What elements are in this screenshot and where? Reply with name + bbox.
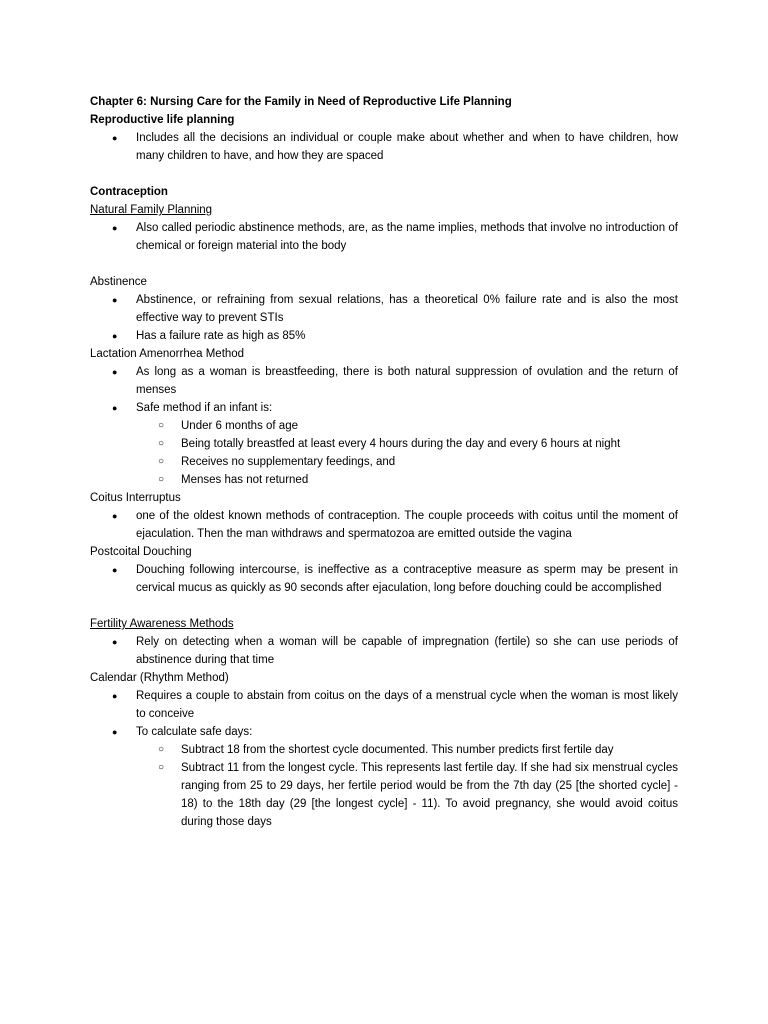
bullet-icon: ● — [112, 727, 118, 737]
sub-bullet-icon: ○ — [158, 762, 165, 773]
list-item — [90, 327, 678, 345]
heading-lactation-amenorrhea-method: Lactation Amenorrhea Method — [90, 348, 245, 360]
document-body — [90, 93, 678, 831]
list-item-text: Includes all the decisions an individual or couple make about whether and when to have children, how many children to have, and how they are spaced — [136, 132, 678, 162]
list-item — [90, 723, 678, 741]
sub-list-item — [90, 417, 678, 435]
list-item — [90, 291, 678, 327]
list-item-text: Has a failure rate as high as 85% — [136, 330, 306, 342]
list-item-text: one of the oldest known methods of contraception. The couple proceeds with coitus until the moment of ejaculation. Then the man withdraws and spermatozoa are emitted outside the vagina — [136, 510, 678, 540]
heading-abstinence: Abstinence — [90, 276, 147, 288]
bullet-icon: ● — [112, 691, 118, 701]
bullet-icon: ● — [112, 133, 118, 143]
heading-coitus-interruptus: Coitus Interruptus — [90, 492, 181, 504]
sub-list-item — [90, 741, 678, 759]
sub-list-item — [90, 453, 678, 471]
chapter-title: Chapter 6: Nursing Care for the Family in Need of Reproductive Life Planning — [90, 96, 512, 108]
list-item-text: Requires a couple to abstain from coitus on the days of a menstrual cycle when the woman is most likely to conceive — [136, 690, 678, 720]
heading-calendar-rhythm-method: Calendar (Rhythm Method) — [90, 672, 229, 684]
sub-list-item-text: Receives no supplementary feedings, and — [181, 456, 396, 468]
sub-bullet-icon: ○ — [158, 744, 165, 755]
bullet-icon: ● — [112, 367, 118, 377]
list-item-text: Also called periodic abstinence methods, are, as the name implies, methods that involve no introduction of chemical or foreign material into the body — [136, 222, 678, 252]
list-item-text: Rely on detecting when a woman will be capable of impregnation (fertile) so she can use periods of abstinence during that time — [136, 636, 678, 666]
list-item — [90, 687, 678, 723]
bullet-icon: ● — [112, 403, 118, 413]
sub-list-item — [90, 759, 678, 831]
sub-list-item-text: Being totally breastfed at least every 4 hours during the day and every 6 hours at night — [181, 438, 621, 450]
list-item — [90, 633, 678, 669]
subheading-fertility-awareness-methods: Fertility Awareness Methods — [90, 618, 234, 630]
list-item — [90, 219, 678, 255]
bullet-icon: ● — [112, 295, 118, 305]
list-item-text: As long as a woman is breastfeeding, there is both natural suppression of ovulation and the return of menses — [136, 366, 678, 396]
list-item — [90, 363, 678, 399]
list-item — [90, 507, 678, 543]
sub-bullet-icon: ○ — [158, 438, 165, 449]
sub-list-item — [90, 435, 678, 453]
bullet-icon: ● — [112, 223, 118, 233]
sub-list-item — [90, 471, 678, 489]
list-item — [90, 399, 678, 417]
list-item — [90, 561, 678, 597]
section-heading-reproductive-life-planning: Reproductive life planning — [90, 114, 235, 126]
section-heading-contraception: Contraception — [90, 186, 168, 198]
bullet-icon: ● — [112, 331, 118, 341]
sub-list-item-text: Under 6 months of age — [181, 420, 298, 432]
list-item-text: Safe method if an infant is: — [136, 402, 273, 414]
bullet-icon: ● — [112, 511, 118, 521]
heading-postcoital-douching: Postcoital Douching — [90, 546, 192, 558]
list-item-text: To calculate safe days: — [136, 726, 253, 738]
list-item — [90, 129, 678, 165]
bullet-icon: ● — [112, 565, 118, 575]
sub-bullet-icon: ○ — [158, 456, 165, 467]
sub-list-item-text: Menses has not returned — [181, 474, 309, 486]
sub-list-item-text: Subtract 18 from the shortest cycle documented. This number predicts first fertile day — [181, 744, 614, 756]
bullet-icon: ● — [112, 637, 118, 647]
sub-list-item-text: Subtract 11 from the longest cycle. This represents last fertile day. If she had six menstrual cycles ranging from 25 to 29 days, her fertile period would be from the 7th day (25 [the shorted cycle] - 18) to the 18th day (29 [the longest cycle] - 11). To avoid pregnancy, she would avoid coitus during those days — [181, 762, 678, 828]
subheading-natural-family-planning: Natural Family Planning — [90, 204, 213, 216]
list-item-text: Douching following intercourse, is ineffective as a contraceptive measure as sperm may be present in cervical mucus as quickly as 90 seconds after ejaculation, long before douching could be accomplished — [136, 564, 678, 594]
list-item-text: Abstinence, or refraining from sexual relations, has a theoretical 0% failure rate and is also the most effective way to prevent STIs — [136, 294, 678, 324]
sub-bullet-icon: ○ — [158, 420, 165, 431]
sub-bullet-icon: ○ — [158, 474, 165, 485]
